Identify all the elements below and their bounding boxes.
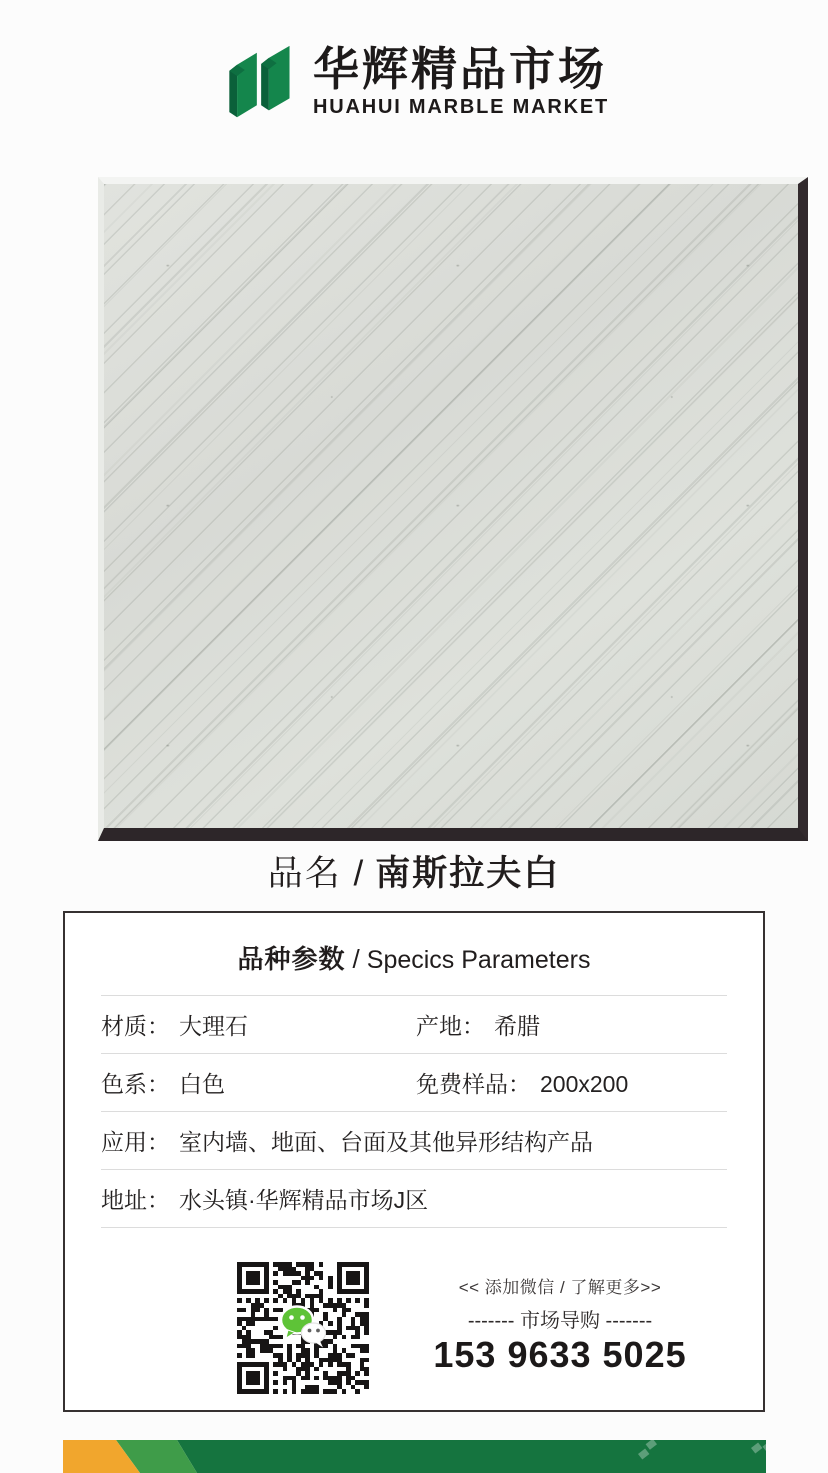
spec-label: 色系：	[101, 1071, 170, 1097]
contact-block	[405, 1278, 715, 1374]
footer-banner	[63, 1440, 766, 1473]
specs-title	[65, 939, 763, 976]
phone-number: 153 9633 5025	[433, 1334, 687, 1375]
spec-cell-color	[101, 1066, 416, 1099]
brand-name-en: HUAHUI MARBLE MARKET	[313, 96, 609, 119]
specs-title-en: Specics Parameters	[366, 946, 591, 974]
product-name-line	[0, 846, 828, 896]
marble-texture	[104, 184, 798, 828]
spec-value: 室内墙、地面、台面及其他异形结构产品	[179, 1129, 593, 1155]
spec-cell-application	[101, 1124, 593, 1157]
spec-cell-material	[101, 1008, 416, 1041]
spec-cell-free-sample	[416, 1066, 727, 1099]
spec-label: 材质：	[101, 1013, 170, 1039]
specs-title-separator: /	[352, 944, 360, 974]
market-guide-label: ------- 市场导购 -------	[467, 1310, 653, 1332]
spec-row-color-sample	[101, 1054, 727, 1112]
banner-dark-green-stripe	[177, 1440, 766, 1473]
spec-row-material-origin	[101, 996, 727, 1054]
spec-value: 白色	[179, 1071, 225, 1097]
spec-value: 200x200	[540, 1071, 629, 1097]
specs-table	[101, 995, 727, 1228]
spec-row-address	[101, 1170, 727, 1228]
wechat-icon	[276, 1303, 330, 1351]
wechat-qr-code	[232, 1257, 374, 1399]
spec-row-application	[101, 1112, 727, 1170]
spec-value: 水头镇·华辉精品市场J区	[179, 1187, 429, 1213]
spec-cell-address	[101, 1182, 428, 1215]
spec-value: 希腊	[494, 1013, 540, 1039]
brand-header	[0, 38, 828, 126]
wechat-hint-text: << 添加微信 / 了解更多>>	[458, 1278, 662, 1297]
specs-card	[63, 911, 765, 1412]
product-name-label: 品名 /	[267, 854, 366, 893]
spec-label: 应用：	[101, 1129, 170, 1155]
spec-label: 地址：	[101, 1187, 170, 1213]
spec-label: 产地：	[416, 1013, 485, 1039]
specs-title-zh: 品种参数	[237, 944, 346, 974]
marble-slabs-logo-icon	[219, 38, 305, 126]
spec-cell-origin	[416, 1008, 727, 1041]
product-name-value: 南斯拉夫白	[375, 854, 561, 893]
spec-value: 大理石	[179, 1013, 248, 1039]
marble-sample-image	[98, 177, 808, 841]
brand-name-zh: 华辉精品市场	[313, 42, 607, 95]
brand-text	[313, 42, 609, 119]
spec-label: 免费样品：	[416, 1071, 531, 1097]
